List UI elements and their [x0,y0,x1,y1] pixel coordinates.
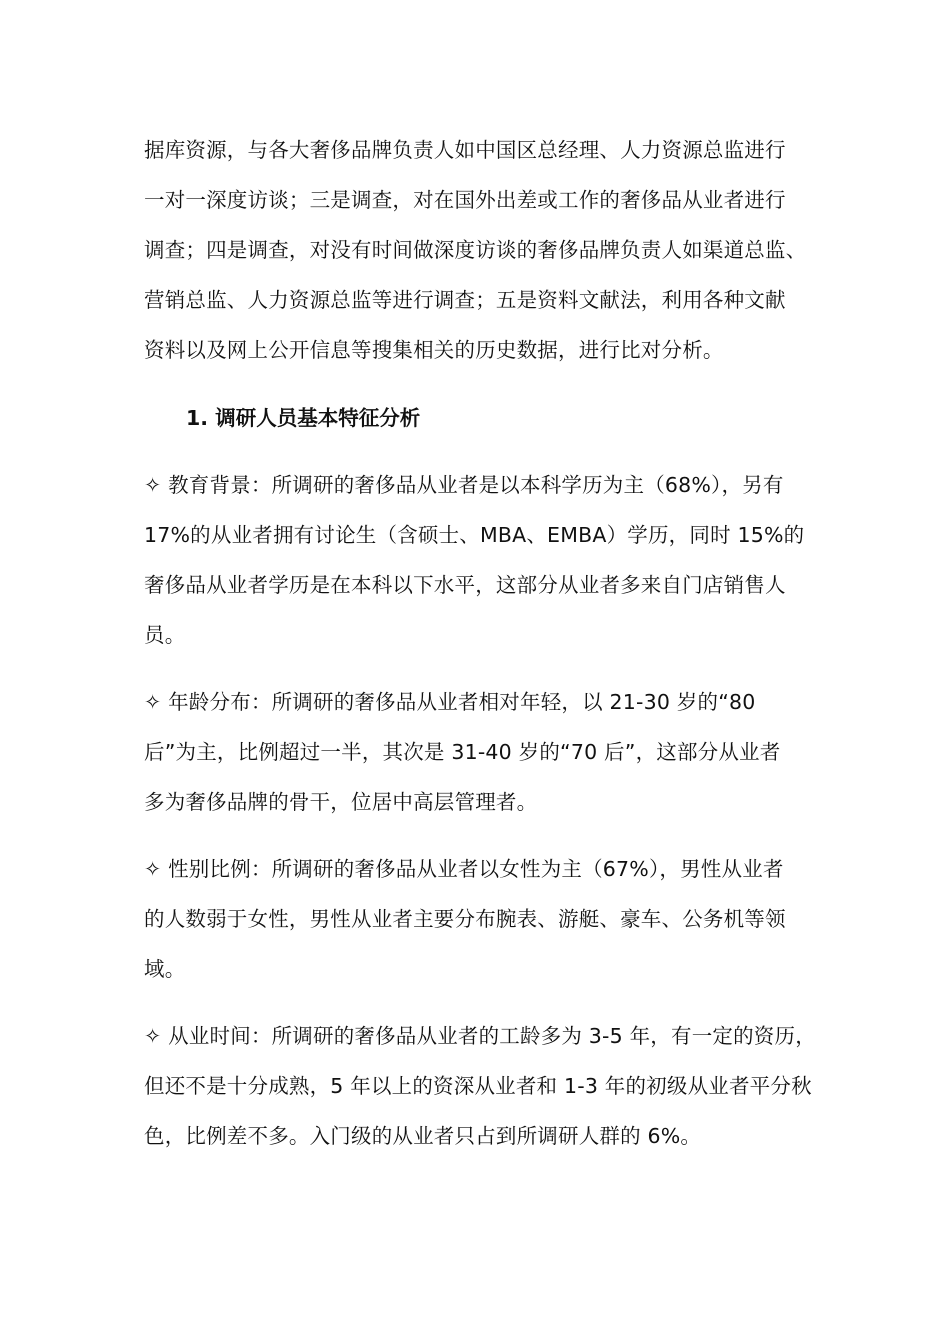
age-line-3: 多为奢侈品牌的骨干，位居中高层管理者。 [144,790,538,814]
intro-line-4: 营销总监、人力资源总监等进行调查；五是资料文献法，利用各种文献 [144,288,786,312]
gender-line-1: ✧ 性别比例：所调研的奢侈品从业者以女性为主（67%），男性从业者 [144,857,784,881]
education-line-3: 奢侈品从业者学历是在本科以下水平，这部分从业者多来自门店销售人 [144,573,786,597]
education-line-1: ✧ 教育背景：所调研的奢侈品从业者是以本科学历为主（68%），另有 [144,473,784,497]
age-line-1: ✧ 年龄分布：所调研的奢侈品从业者相对年轻，以 21-30 岁的“80 [144,690,756,714]
tenure-line-3: 色，比例差不多。入门级的从业者只占到所调研人群的 6%。 [144,1124,702,1148]
gender-line-2: 的人数弱于女性，男性从业者主要分布腕表、游艇、豪车、公务机等领 [144,907,786,931]
intro-line-2: 一对一深度访谈；三是调查，对在国外出差或工作的奢侈品从业者进行 [144,188,786,212]
education-line-2: 17%的从业者拥有讨论生（含硕士、MBA、EMBA）学历，同时 15%的 [144,523,805,547]
age-line-2: 后”为主，比例超过一半，其次是 31-40 岁的“70 后”，这部分从业者 [144,740,781,764]
intro-line-5: 资料以及网上公开信息等搜集相关的历史数据，进行比对分析。 [144,338,724,362]
education-line-4: 员。 [144,623,186,647]
tenure-line-2: 但还不是十分成熟，5 年以上的资深从业者和 1-3 年的初级从业者平分秋 [144,1074,812,1098]
gender-line-3: 域。 [144,957,186,981]
section-heading: 1. 调研人员基本特征分析 [186,406,421,430]
intro-line-3: 调查；四是调查，对没有时间做深度访谈的奢侈品牌负责人如渠道总监、 [144,238,807,262]
intro-line-1: 据库资源，与各大奢侈品牌负责人如中国区总经理、人力资源总监进行 [144,138,786,162]
tenure-line-1: ✧ 从业时间：所调研的奢侈品从业者的工龄多为 3-5 年，有一定的资历， [144,1024,816,1048]
